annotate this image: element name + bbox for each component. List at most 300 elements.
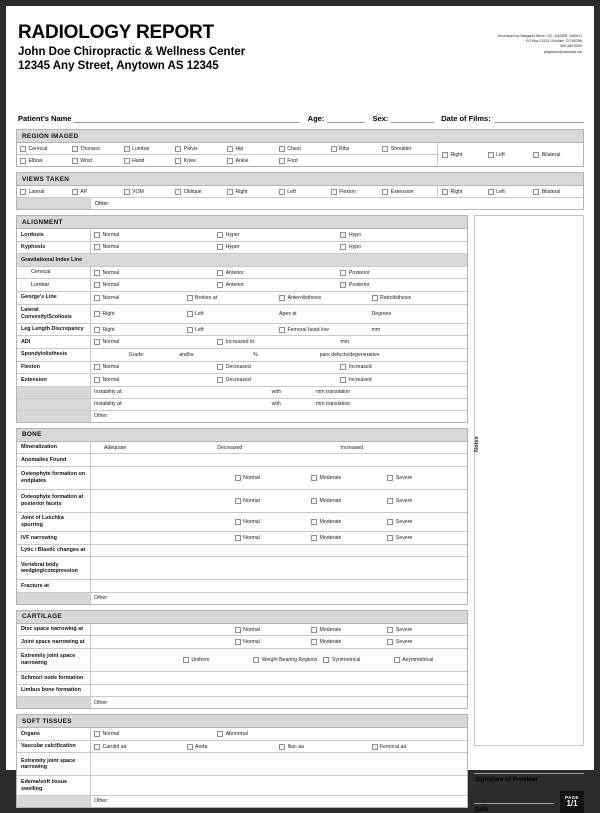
checkbox-icon[interactable] xyxy=(533,152,539,158)
row-value[interactable] xyxy=(91,753,467,775)
row-lateral-convexity-scoliosis xyxy=(17,305,467,324)
row-options xyxy=(91,649,467,671)
checkbox-icon[interactable] xyxy=(311,627,317,633)
checkbox-label: Moderate xyxy=(319,474,342,481)
checkbox-label: Hypo xyxy=(348,231,362,238)
credit-line-3: 300.460.9009 xyxy=(560,44,582,49)
checkbox-icon[interactable] xyxy=(235,535,241,541)
checkbox-hip[interactable] xyxy=(227,146,279,152)
checkbox-kyphosis-hypo[interactable] xyxy=(340,244,463,250)
checkbox-icon[interactable] xyxy=(94,311,100,317)
apex-at-label[interactable]: Apex at xyxy=(279,310,297,317)
soft-tissues-other-label[interactable]: Other: xyxy=(94,798,109,805)
row-value[interactable] xyxy=(91,557,467,579)
checkbox-icon[interactable] xyxy=(227,189,233,195)
checkbox-icon[interactable] xyxy=(279,189,285,195)
checkbox-icon[interactable] xyxy=(533,189,539,195)
checkbox-flexion[interactable] xyxy=(331,189,383,195)
checkbox-icon[interactable] xyxy=(94,282,100,288)
checkbox-icon[interactable] xyxy=(175,146,181,152)
checkbox-osteophyte-endplates-moderate[interactable] xyxy=(311,475,387,481)
checkbox-organs-normal[interactable] xyxy=(94,731,217,737)
checkbox-label: Extension xyxy=(390,188,414,195)
checkbox-icon[interactable] xyxy=(72,158,78,164)
checkbox-icon[interactable] xyxy=(372,295,378,301)
checkbox-icon[interactable] xyxy=(187,327,193,333)
checkbox-label: Anterolisthesis xyxy=(287,294,322,301)
credit-line-4: pegseron@comcast.net xyxy=(543,49,582,54)
row-mineralization xyxy=(17,442,467,455)
checkbox-view-left[interactable] xyxy=(279,189,331,195)
checkbox-disc-space-moderate[interactable] xyxy=(311,627,387,633)
signature-input[interactable] xyxy=(474,752,584,774)
checkbox-icon[interactable] xyxy=(382,146,388,152)
checkbox-icon[interactable] xyxy=(217,377,223,383)
row-adi xyxy=(17,336,467,349)
row-options xyxy=(91,467,467,489)
checkbox-icon[interactable] xyxy=(311,639,317,645)
checkbox-label: Broken at xyxy=(195,294,218,301)
row-extremity-joint-space xyxy=(17,649,467,672)
row-label: Extremity joint space narrowing xyxy=(17,649,91,671)
checkbox-ivf-moderate[interactable] xyxy=(311,535,387,541)
checkbox-label: Moderate xyxy=(319,519,342,525)
date-label: Date xyxy=(475,805,489,813)
checkbox-icon[interactable] xyxy=(387,627,393,633)
checkbox-icon[interactable] xyxy=(217,339,223,345)
checkbox-icon[interactable] xyxy=(20,189,26,195)
checkbox-icon[interactable] xyxy=(175,189,181,195)
checkbox-icon[interactable] xyxy=(488,189,494,195)
checkbox-label: Hand xyxy=(132,157,145,164)
checkbox-scoliosis-right[interactable] xyxy=(94,311,187,317)
row-gil-lumbar xyxy=(17,279,467,292)
spacer xyxy=(331,158,383,164)
checkbox-icon[interactable] xyxy=(217,731,223,737)
checkbox-icon[interactable] xyxy=(187,295,193,301)
views-laterality-options xyxy=(438,186,583,197)
checkbox-gil-lumbar-anterior[interactable] xyxy=(217,282,340,288)
checkbox-label: Normal xyxy=(102,244,120,251)
row-value[interactable] xyxy=(91,454,467,466)
checkbox-label: Moderate xyxy=(319,626,342,633)
row-label: Lytic / Blastic changes at xyxy=(17,545,91,557)
checkbox-elbow[interactable] xyxy=(20,158,72,164)
row-cartilage-other xyxy=(17,697,467,708)
checkbox-icon[interactable] xyxy=(94,270,100,276)
page-title: RADIOLOGY REPORT xyxy=(18,22,214,43)
instability-translation-label-2: mm translation xyxy=(315,401,351,408)
checkbox-luschka-normal[interactable] xyxy=(235,519,311,525)
signature-block xyxy=(474,752,584,813)
row-fields xyxy=(91,387,467,398)
checkbox-label: Increased xyxy=(348,364,372,371)
checkbox-gil-cervical-normal[interactable] xyxy=(94,270,217,276)
checkbox-icon[interactable] xyxy=(340,244,346,250)
checkbox-icon[interactable] xyxy=(20,158,26,164)
checkbox-luschka-severe[interactable] xyxy=(387,519,463,525)
row-label: Schmorl node formation xyxy=(17,672,91,684)
checkbox-label: Normal xyxy=(243,639,260,646)
checkbox-pelvis[interactable] xyxy=(175,146,227,152)
checkbox-icon[interactable] xyxy=(235,627,241,633)
row-osteophyte-endplates xyxy=(17,467,467,490)
checkbox-icon[interactable] xyxy=(94,744,100,750)
mineralization-increased[interactable]: Increased xyxy=(340,444,364,451)
checkbox-label: Wrist xyxy=(80,157,92,164)
checkbox-ivf-severe[interactable] xyxy=(387,535,463,541)
row-options xyxy=(91,442,467,454)
row-label: Cervical xyxy=(17,267,91,279)
checkbox-icon[interactable] xyxy=(253,657,259,663)
checkbox-icon[interactable] xyxy=(217,364,223,370)
checkbox-label: Normal xyxy=(102,376,120,383)
checkbox-region-left[interactable] xyxy=(488,152,534,158)
checkbox-icon[interactable] xyxy=(279,744,285,750)
checkbox-leg-length-left[interactable] xyxy=(187,327,280,333)
checkbox-georges-normal[interactable] xyxy=(94,295,187,301)
checkbox-icon[interactable] xyxy=(323,657,329,663)
patient-name-input[interactable] xyxy=(74,114,300,123)
row-leg-length-discrepancy xyxy=(17,324,467,337)
checkbox-label: Left xyxy=(496,188,505,195)
checkbox-icon[interactable] xyxy=(94,731,100,737)
instability-at-label-2[interactable]: Instability at: xyxy=(94,401,123,408)
row-label: Flexion xyxy=(17,362,91,374)
checkbox-lateral[interactable] xyxy=(20,189,72,195)
checkbox-gil-lumbar-normal[interactable] xyxy=(94,282,217,288)
checkbox-icon[interactable] xyxy=(279,146,285,152)
checkbox-view-right[interactable] xyxy=(227,189,279,195)
checkbox-icon[interactable] xyxy=(94,244,100,250)
checkbox-extremity-symmetrical[interactable] xyxy=(323,657,393,663)
checkbox-icon[interactable] xyxy=(124,158,130,164)
row-soft-extremity-narrowing xyxy=(17,753,467,776)
checkbox-views-right[interactable] xyxy=(442,189,488,195)
checkbox-icon[interactable] xyxy=(331,146,337,152)
checkbox-leg-length-right[interactable] xyxy=(94,327,187,333)
checkbox-ap[interactable] xyxy=(72,189,124,195)
checkbox-label: Elbow xyxy=(28,157,43,164)
checkbox-extremity-uniform[interactable] xyxy=(183,657,253,663)
checkbox-label: Symmetrical xyxy=(331,657,361,664)
views-other-label[interactable]: Other: xyxy=(95,200,110,207)
checkbox-icon[interactable] xyxy=(94,339,100,345)
checkbox-region-right[interactable] xyxy=(442,152,488,158)
region-imaged-options xyxy=(17,143,438,166)
checkbox-femoral-head-low[interactable] xyxy=(279,327,372,333)
checkbox-icon[interactable] xyxy=(311,535,317,541)
checkbox-label: Normal xyxy=(243,497,260,504)
checkbox-views-bilateral[interactable] xyxy=(533,189,579,195)
checkbox-label: Normal xyxy=(243,534,260,541)
checkbox-label: Thoracic xyxy=(80,145,101,152)
checkbox-icon[interactable] xyxy=(340,232,346,238)
checkbox-icon[interactable] xyxy=(94,295,100,301)
degrees-label[interactable]: Degrees xyxy=(371,310,392,317)
checkbox-icon[interactable] xyxy=(311,498,317,504)
row-label: Edema/soft tissue swelling xyxy=(17,776,91,794)
bone-heading: BONE xyxy=(17,429,467,442)
checkbox-ribs[interactable] xyxy=(331,146,383,152)
checkbox-flexion-normal[interactable] xyxy=(94,364,217,370)
checkbox-label: Severe xyxy=(395,519,413,525)
checkbox-georges-broken-at[interactable] xyxy=(187,295,280,301)
row-limbus-bone xyxy=(17,685,467,698)
checkbox-lordosis-hyper[interactable] xyxy=(217,232,340,238)
checkbox-femoral-aa[interactable] xyxy=(372,744,465,750)
checkbox-osteophyte-facets-severe[interactable] xyxy=(387,498,463,504)
row-anomalies-found xyxy=(17,454,467,467)
checkbox-icon[interactable] xyxy=(279,295,285,301)
spondy-grade-label[interactable]: Grade: xyxy=(128,351,145,358)
checkbox-lordosis-normal[interactable] xyxy=(94,232,217,238)
checkbox-icon[interactable] xyxy=(72,189,78,195)
checkbox-iliac-aa[interactable] xyxy=(279,744,372,750)
checkbox-osteophyte-facets-normal[interactable] xyxy=(235,498,311,504)
row-value[interactable] xyxy=(91,776,467,794)
checkbox-disc-space-severe[interactable] xyxy=(387,627,463,633)
checkbox-icon[interactable] xyxy=(340,282,346,288)
instability-with-label-2: with xyxy=(271,401,281,408)
checkbox-ivf-normal[interactable] xyxy=(235,535,311,541)
views-other-stub xyxy=(17,198,91,209)
checkbox-icon[interactable] xyxy=(442,152,448,158)
checkbox-chest[interactable] xyxy=(279,146,331,152)
checkbox-icon[interactable] xyxy=(94,364,100,370)
checkbox-kyphosis-hyper[interactable] xyxy=(217,244,340,250)
date-of-films-input[interactable] xyxy=(494,114,584,123)
checkbox-icon[interactable] xyxy=(217,270,223,276)
checkbox-extremity-asymmetrical[interactable] xyxy=(394,657,464,663)
checkbox-icon[interactable] xyxy=(387,535,393,541)
checkbox-luschka-moderate[interactable] xyxy=(311,519,387,525)
row-value[interactable] xyxy=(91,685,467,697)
bone-other-label[interactable]: Other: xyxy=(94,595,109,602)
mineralization-decreased[interactable]: Decreased xyxy=(217,444,243,451)
checkbox-label: Increased xyxy=(348,376,372,383)
checkbox-label: Lateral xyxy=(28,188,45,195)
checkbox-icon[interactable] xyxy=(382,189,388,195)
row-options xyxy=(91,349,467,361)
row-options xyxy=(91,741,467,753)
row-label: Extremity joint space narrowing xyxy=(17,753,91,775)
checkbox-joint-space-severe[interactable] xyxy=(387,639,463,645)
checkbox-icon[interactable] xyxy=(94,377,100,383)
checkbox-flexion-decreased[interactable] xyxy=(217,364,340,370)
checkbox-icon[interactable] xyxy=(311,519,317,525)
checkbox-joint-space-normal[interactable] xyxy=(235,639,311,645)
checkbox-icon[interactable] xyxy=(340,270,346,276)
sex-input[interactable] xyxy=(391,114,433,123)
checkbox-vom[interactable] xyxy=(124,189,176,195)
checkbox-label: Right xyxy=(450,151,463,158)
checkbox-gil-cervical-posterior[interactable] xyxy=(340,270,463,276)
checkbox-adi-normal[interactable] xyxy=(94,339,217,345)
signature-label: Signature of Provider xyxy=(475,775,538,783)
checkbox-label: Posterior xyxy=(348,269,370,276)
checkbox-label: Bilateral xyxy=(541,188,561,195)
row-fields xyxy=(91,399,467,410)
checkbox-adi-increased-to[interactable] xyxy=(217,339,340,345)
row-options xyxy=(91,305,467,323)
checkbox-icon[interactable] xyxy=(387,639,393,645)
checkbox-icon[interactable] xyxy=(94,327,100,333)
row-instability-2 xyxy=(17,399,467,411)
checkbox-icon[interactable] xyxy=(340,377,346,383)
checkbox-label: Weight Bearing Regions xyxy=(261,657,318,664)
row-stub xyxy=(17,796,91,807)
checkbox-icon[interactable] xyxy=(235,639,241,645)
checkbox-organs-abnormal[interactable] xyxy=(217,731,340,737)
checkbox-kyphosis-normal[interactable] xyxy=(94,244,217,250)
checkbox-label: Ribs xyxy=(339,145,350,152)
patient-info-row xyxy=(18,114,584,123)
checkbox-aorta[interactable] xyxy=(187,744,280,750)
checkbox-region-bilateral[interactable] xyxy=(533,152,579,158)
row-label: Joint space narrowing at xyxy=(17,636,91,648)
checkbox-flexion-increased[interactable] xyxy=(340,364,463,370)
checkbox-icon[interactable] xyxy=(227,158,233,164)
checkbox-extension[interactable] xyxy=(382,189,434,195)
checkbox-icon[interactable] xyxy=(235,475,241,481)
row-value[interactable] xyxy=(91,672,467,684)
row-stub xyxy=(17,399,91,410)
checkbox-label: Femoral head low xyxy=(287,326,329,333)
checkbox-georges-retrolisthesis[interactable] xyxy=(372,295,465,301)
checkbox-label: Left xyxy=(287,188,296,195)
checkbox-osteophyte-endplates-severe[interactable] xyxy=(387,475,463,481)
checkbox-oblique[interactable] xyxy=(175,189,227,195)
checkbox-icon[interactable] xyxy=(372,744,378,750)
row-lordosis xyxy=(17,229,467,242)
checkbox-icon[interactable] xyxy=(124,189,130,195)
checkbox-label: Normal xyxy=(243,519,260,525)
spacer xyxy=(382,158,434,164)
checkbox-icon[interactable] xyxy=(183,657,189,663)
form-left-column xyxy=(16,215,468,813)
row-fields xyxy=(91,796,467,807)
checkbox-wrist[interactable] xyxy=(72,158,124,164)
checkbox-views-left[interactable] xyxy=(488,189,534,195)
checkbox-icon[interactable] xyxy=(387,519,393,525)
checkbox-shoulder[interactable] xyxy=(382,146,434,152)
checkbox-hand[interactable] xyxy=(124,158,176,164)
instability-at-label-1[interactable]: Instability at: xyxy=(94,389,123,396)
checkbox-icon[interactable] xyxy=(175,158,181,164)
checkbox-icon[interactable] xyxy=(442,189,448,195)
checkbox-lordosis-hypo[interactable] xyxy=(340,232,463,238)
checkbox-icon[interactable] xyxy=(227,146,233,152)
checkbox-disc-space-normal[interactable] xyxy=(235,627,311,633)
row-value[interactable] xyxy=(91,545,467,557)
checkbox-label: Retrolisthesis xyxy=(380,294,412,301)
row-options xyxy=(91,229,467,241)
checkbox-extension-decreased[interactable] xyxy=(217,377,340,383)
checkbox-icon[interactable] xyxy=(217,282,223,288)
date-input[interactable] xyxy=(474,790,554,804)
checkbox-icon[interactable] xyxy=(279,158,285,164)
row-label: IVF narrowing xyxy=(17,532,91,544)
checkbox-icon[interactable] xyxy=(387,498,393,504)
checkbox-label: Severe xyxy=(395,534,413,541)
checkbox-icon[interactable] xyxy=(235,498,241,504)
age-input[interactable] xyxy=(327,114,365,123)
checkbox-icon[interactable] xyxy=(124,146,130,152)
checkbox-label: Hypo xyxy=(348,244,362,251)
checkbox-icon[interactable] xyxy=(235,519,241,525)
checkbox-label: Flexion xyxy=(339,188,356,195)
checkbox-gil-cervical-anterior[interactable] xyxy=(217,270,340,276)
checkbox-icon[interactable] xyxy=(279,327,285,333)
checkbox-label: Hip xyxy=(235,145,244,152)
row-stub xyxy=(17,697,91,708)
checkbox-extremity-weight-bearing[interactable] xyxy=(253,657,323,663)
notes-panel[interactable] xyxy=(474,215,584,746)
row-value[interactable] xyxy=(91,580,467,592)
checkbox-icon[interactable] xyxy=(331,189,337,195)
checkbox-cervical[interactable] xyxy=(20,146,72,152)
checkbox-label: Severe xyxy=(395,626,413,633)
checkbox-icon[interactable] xyxy=(20,146,26,152)
row-lytic-blastic-changes xyxy=(17,545,467,558)
checkbox-label: Uniform xyxy=(191,657,210,664)
checkbox-carotid-aa[interactable] xyxy=(94,744,187,750)
checkbox-osteophyte-facets-moderate[interactable] xyxy=(311,498,387,504)
row-flexion xyxy=(17,362,467,375)
checkbox-foot[interactable] xyxy=(279,158,331,164)
checkbox-icon[interactable] xyxy=(311,475,317,481)
checkbox-icon[interactable] xyxy=(94,232,100,238)
spondy-percent-label[interactable]: % xyxy=(253,351,258,358)
checkbox-label: Normal xyxy=(102,294,120,301)
checkbox-icon[interactable] xyxy=(187,744,193,750)
form-right-column xyxy=(474,215,584,813)
checkbox-extension-increased[interactable] xyxy=(340,377,463,383)
alignment-other-label[interactable]: Other: xyxy=(94,413,109,420)
checkbox-gil-lumbar-posterior[interactable] xyxy=(340,282,463,288)
checkbox-georges-anterolisthesis[interactable] xyxy=(279,295,372,301)
checkbox-knee[interactable] xyxy=(175,158,227,164)
checkbox-icon[interactable] xyxy=(187,311,193,317)
cartilage-other-label[interactable]: Other: xyxy=(94,699,109,706)
checkbox-label: Aorta xyxy=(195,743,208,750)
checkbox-thoracic[interactable] xyxy=(72,146,124,152)
report-header xyxy=(16,22,584,100)
checkbox-osteophyte-endplates-normal[interactable] xyxy=(235,475,311,481)
checkbox-icon[interactable] xyxy=(72,146,78,152)
checkbox-label: Normal xyxy=(102,282,120,289)
checkbox-icon[interactable] xyxy=(340,364,346,370)
checkbox-scoliosis-left[interactable] xyxy=(187,311,280,317)
checkbox-icon[interactable] xyxy=(387,475,393,481)
checkbox-icon[interactable] xyxy=(394,657,400,663)
checkbox-extension-normal[interactable] xyxy=(94,377,217,383)
checkbox-ankle[interactable] xyxy=(227,158,279,164)
checkbox-label: Left xyxy=(496,151,505,158)
checkbox-icon[interactable] xyxy=(217,232,223,238)
checkbox-joint-space-moderate[interactable] xyxy=(311,639,387,645)
checkbox-icon[interactable] xyxy=(217,244,223,250)
checkbox-label: Severe xyxy=(395,474,413,481)
adi-unit: mm xyxy=(340,339,350,346)
checkbox-label: Decreased xyxy=(225,364,251,371)
spondy-andor-label: and/or xyxy=(179,351,194,358)
row-options xyxy=(91,374,467,386)
mineralization-adequate[interactable]: Adequate xyxy=(104,444,127,451)
checkbox-icon[interactable] xyxy=(488,152,494,158)
checkbox-lumbar[interactable] xyxy=(124,146,176,152)
